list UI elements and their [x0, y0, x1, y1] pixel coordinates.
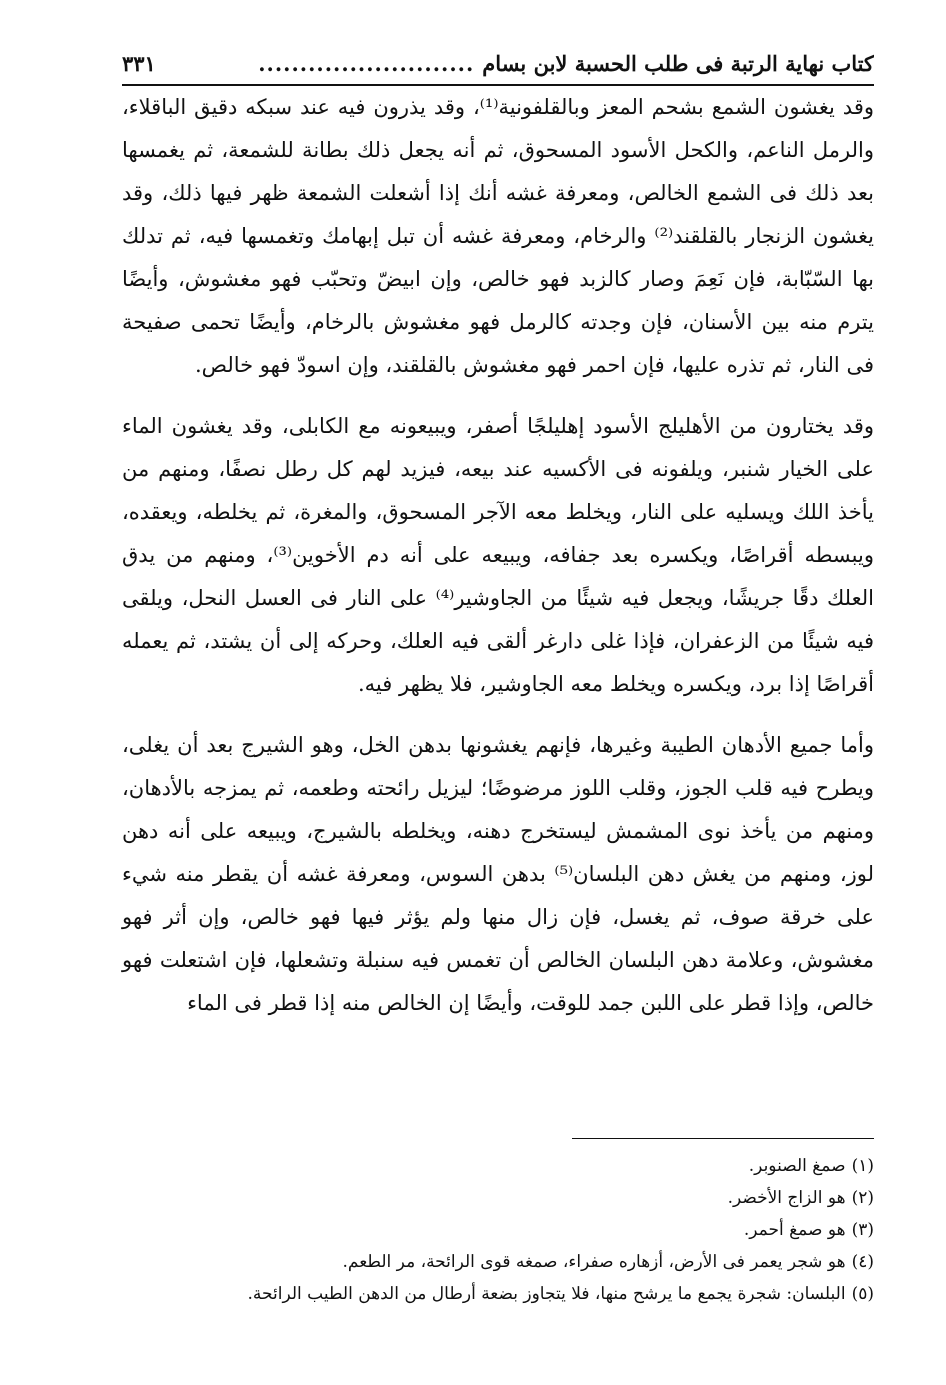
footnote-text: هو شجر يعمر فى الأرض، أزهاره صفراء، صمغه قوى الرائحة، مر الطعم. — [342, 1252, 846, 1272]
footnote-text: هو صمغ أحمر. — [743, 1220, 846, 1240]
leader-dots: .......................... — [258, 51, 475, 76]
footnote-separator — [572, 1138, 874, 1139]
book-title: كتاب نهاية الرتبة فى طلب الحسبة لابن بسام — [482, 51, 874, 76]
paragraph-oils: وأما جميع الأدهان الطيبة وغيرها، فإنهم يغشونها بدهن الخل، وهو الشيرج بعد أن يغلى، ويطرح فيه قلب الجوز، وقلب اللوز مرضوضًا؛ ليزيل رائحته وطعمه، ثم يمزجه بالأدهان، ومنهم من يأخذ نوى المشمش ليستخرج دهنه، ويخلطه بالشيرج، ويبيعه على أنه دهن لوز، ومنهم من يغش دهن البلسان⁽⁵⁾ بدهن السوس، ومعرفة غشه أن يقطر منه شيء على خرقة صوف، ثم يغسل، فإن زال منها ولم يؤثر فيها فهو خالص، وإن أثر فهو مغشوش، وعلامة دهن البلسان الخالص أن تغمس فيه سنبلة وتشعلها، فإن اشتعلت فهو خالص، وإذا قطر على اللبن جمد للوقت، وأيضًا إن الخالص منه إذا قطر فى الماء — [122, 733, 875, 1015]
footnote-number: (٥) — [851, 1284, 874, 1304]
page-number: ٣٣١ — [122, 51, 156, 76]
footnote-number: (٣) — [851, 1220, 874, 1240]
footnote-number: (٢) — [851, 1188, 874, 1208]
footnote-3 — [122, 1214, 874, 1246]
footnote-4 — [122, 1246, 874, 1278]
running-header — [122, 44, 874, 86]
footnote-2 — [122, 1182, 874, 1214]
footnote-text: البلسان: شجرة يجمع ما يرشح منها، فلا يتجاوز بضعة أرطال من الدهن الطيب الرائحة. — [247, 1284, 846, 1304]
footnote-5 — [122, 1278, 874, 1310]
paragraph-myrobalan-lac: وقد يختارون من الأهليلج الأسود إهليلجًا أصفر، ويبيعونه مع الكابلى، وقد يغشون الماء على الخيار شنبر، ويلفونه فى الأكسيه عند بيعه، فيزيد لهم كل رطل نصفًا، ومنهم من يأخذ اللك ويسليه على النار، ويخلط معه الآجر المسحوق، والمغرة، ثم يخلطه، ويعقده، ويبسطه أقراصًا، ويكسره بعد جفافه، ويبيعه على أنه دم الأخوين⁽³⁾، ومنهم من يدق العلك دقًا جريشًا، ويجعل فيه شيئًا من الجاوشير⁽⁴⁾ على النار فى العسل النحل، ويلقى فيه شيئًا من الزعفران، فإذا غلى دارغر ألقى فيه العلك، وحركه إلى أن يشتد، ثم يعمله أقراصًا إذا برد، ويكسره ويخلط معه الجاوشير، فلا يظهر فيه. — [122, 414, 874, 696]
body-text — [122, 86, 874, 1025]
footnotes — [122, 1150, 874, 1310]
footnote-1 — [122, 1150, 874, 1182]
footnote-number: (١) — [851, 1156, 874, 1176]
paragraph-wax-verdigris: وقد يغشون الشمع بشحم المعز وبالقلفونية⁽¹⁾، وقد يذرون فيه عند سبكه دقيق الباقلاء، والرمل الناعم، والكحل الأسود المسحوق، ثم أنه يجعل ذلك بطانة للشمعة، ثم يغمسها بعد ذلك فى الشمع الخالص، ومعرفة غشه أنك إذا أشعلت الشمعة ظهر فيها ذلك، وقد يغشون الزنجار بالقلقند⁽²⁾ والرخام، ومعرفة غشه أن تبل إبهامك وتغمسها فيه، ثم تدلك بها السّبّابة، فإن نَعِمَ وصار كالزبد فهو خالص، وإن ابيضّ وتحبّب فهو مغشوش، وأيضًا يترم منه بين الأسنان، فإن وجدته كالرمل فهو مغشوش بالرخام، وأيضًا تحمى صفيحة فى النار، ثم تذره عليها، فإن احمر فهو مغشوش بالقلقند، وإن اسودّ فهو خالص. — [122, 95, 874, 377]
footnote-text: هو الزاج الأخضر. — [727, 1188, 846, 1208]
footnote-text: صمغ الصنوبر. — [748, 1156, 846, 1176]
footnote-number: (٤) — [851, 1252, 874, 1272]
